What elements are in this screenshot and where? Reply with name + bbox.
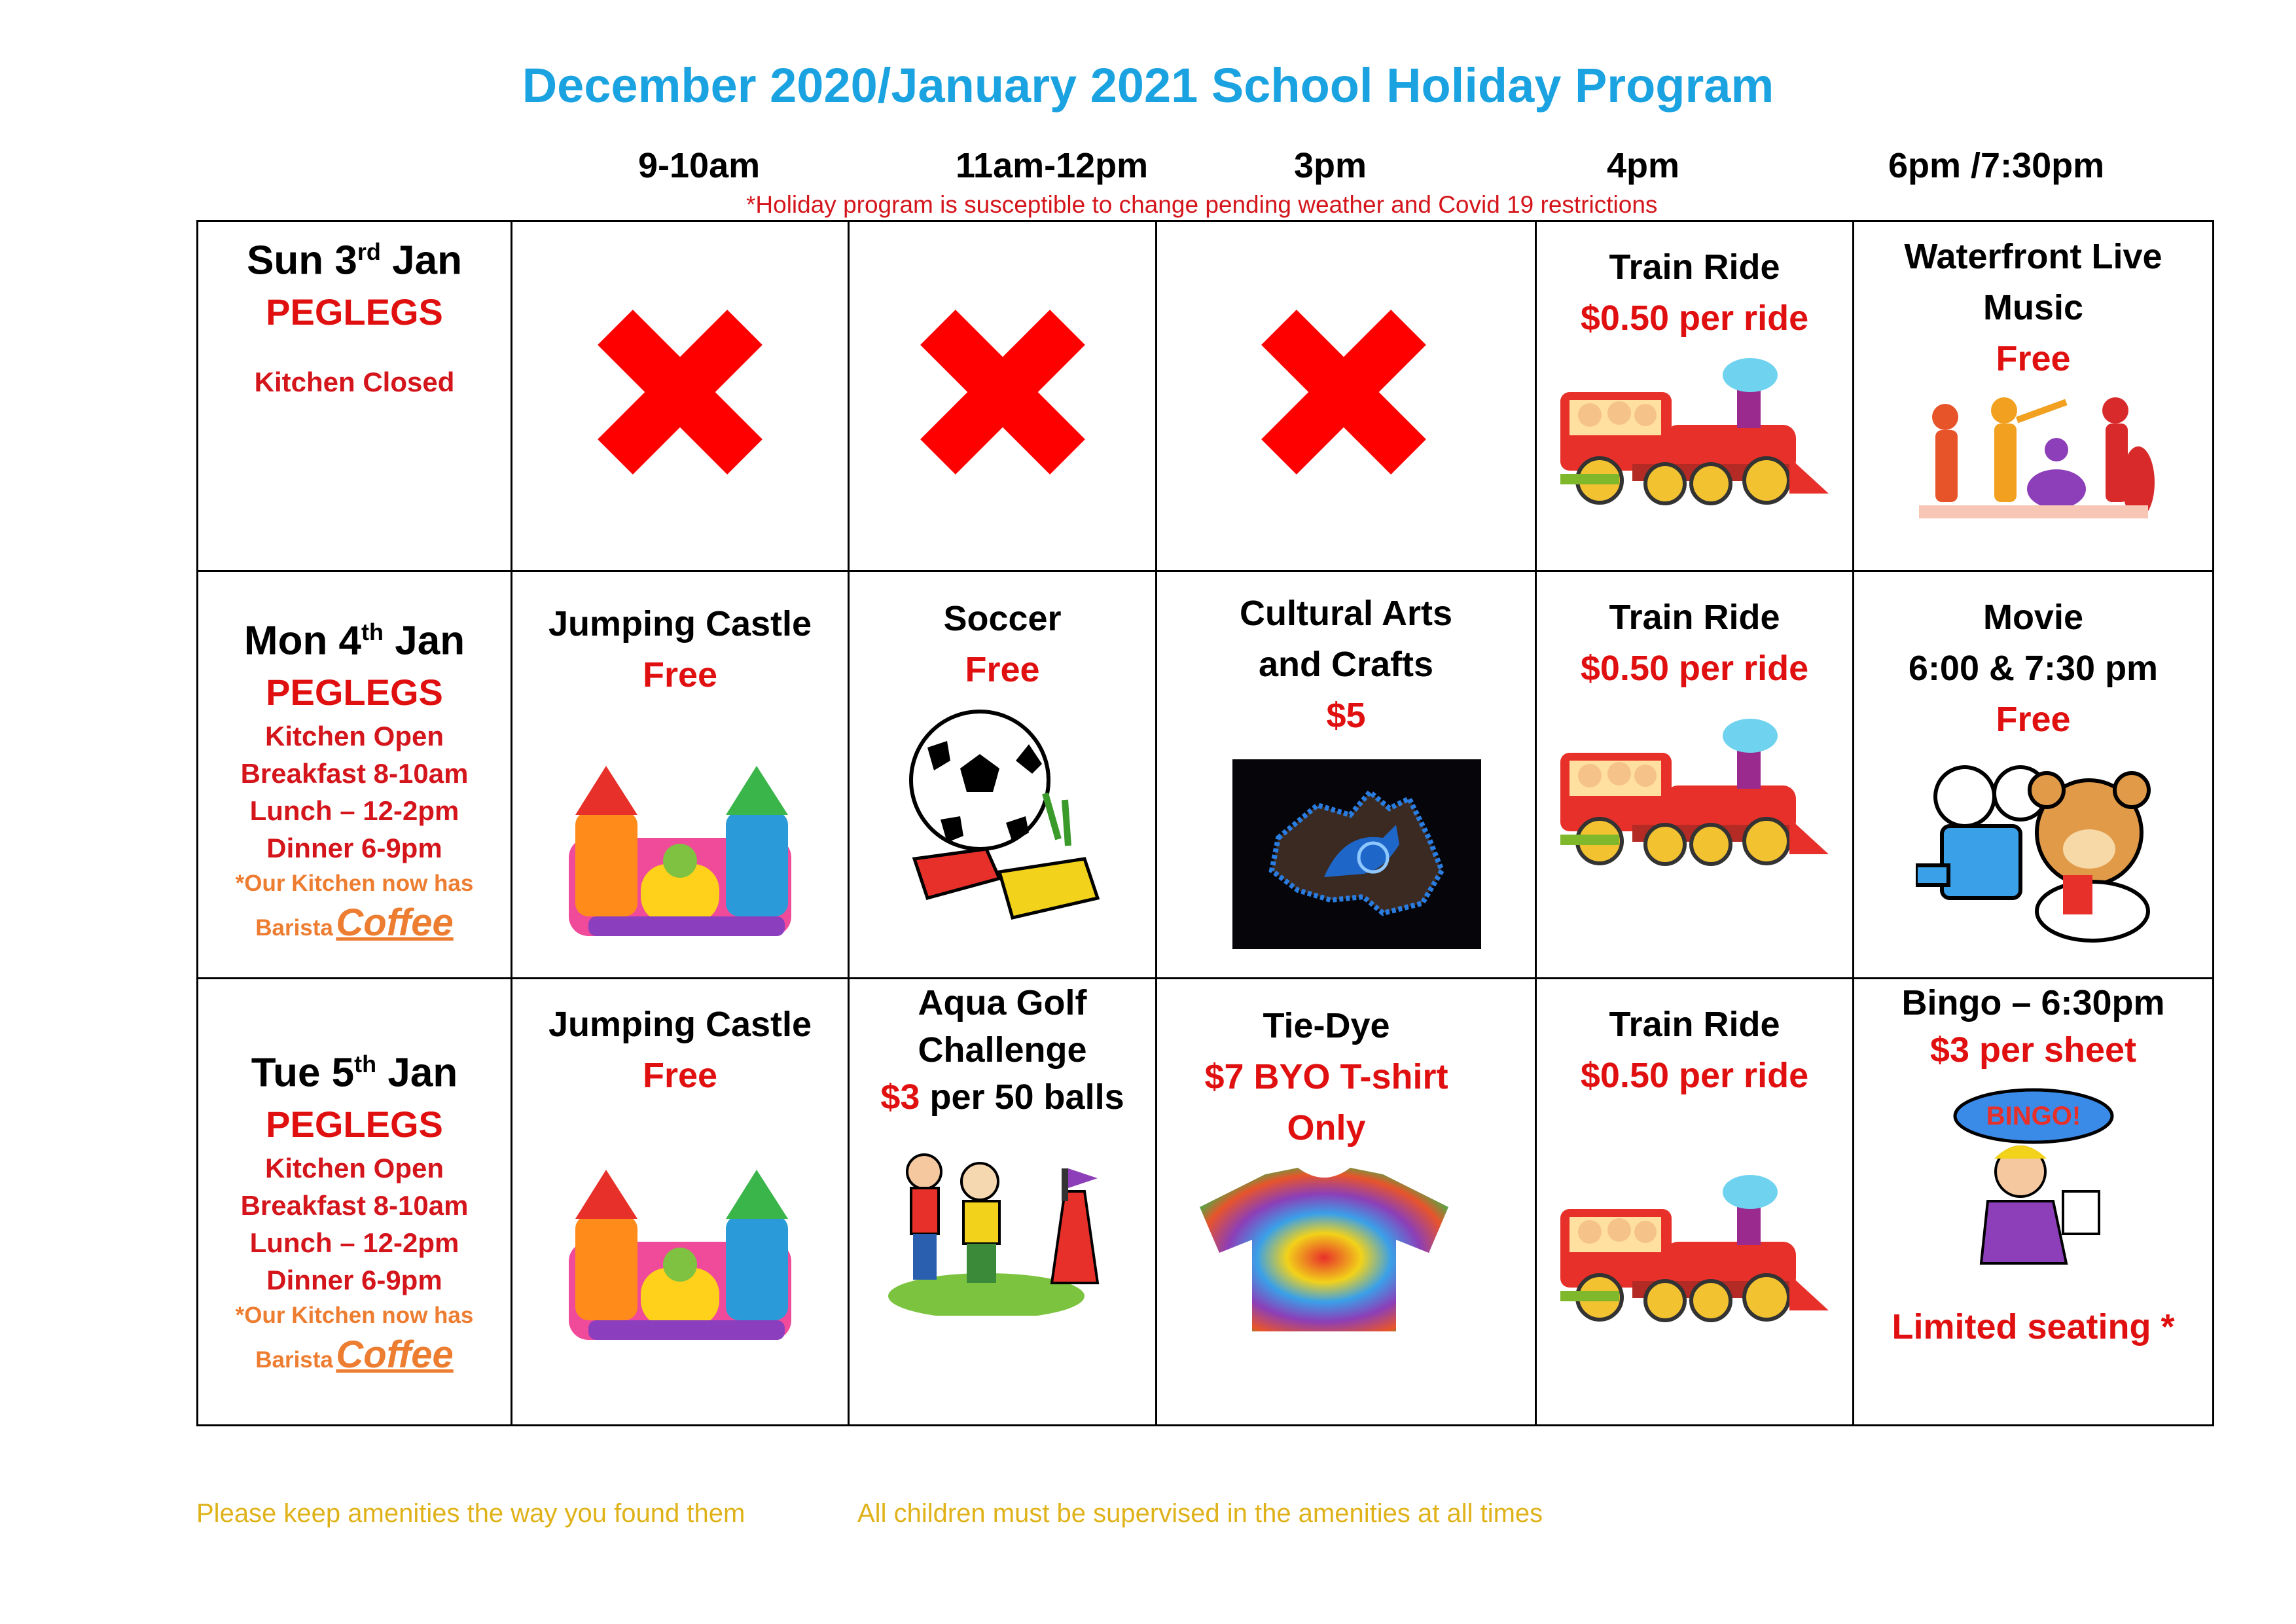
activity-title-line2: Challenge <box>918 1030 1087 1070</box>
slot-cell <box>1157 221 1536 571</box>
activity-price: $0.50 per ride <box>1580 649 1809 688</box>
slot-cell <box>1536 979 1854 1426</box>
red-cross-icon <box>582 294 778 490</box>
seating-note: Limited seating * <box>1892 1307 2175 1346</box>
svg-text:BINGO!: BINGO! <box>1986 1102 2081 1130</box>
activity-price: $3 per 50 balls <box>880 1077 1124 1117</box>
activity-title-line2: Music <box>1982 288 2084 327</box>
slot-cell <box>849 221 1157 571</box>
slot-cell <box>1854 979 2214 1426</box>
day-cell <box>198 221 512 571</box>
activity-price: $0.50 per ride <box>1580 298 1809 338</box>
kitchen-status: Kitchen Closed <box>254 366 455 397</box>
activity-title: Train Ride <box>1609 598 1780 637</box>
bingo-lady-icon <box>1948 1087 2119 1283</box>
slot-cell <box>1854 221 2214 571</box>
activity-price: $7 BYO T-shirt <box>1204 1057 1448 1096</box>
activity-title: Jumping Castle <box>548 604 812 643</box>
barista-note: *Our Kitchen now has <box>235 1302 474 1328</box>
venue-label: PEGLEGS <box>266 1103 443 1145</box>
time-header-9-10am: 9-10am <box>638 146 761 185</box>
jumping-castle-icon <box>549 1153 811 1350</box>
slot-cell <box>1854 571 2214 979</box>
page-title: December 2020/January 2021 School Holiday Program <box>522 58 1774 113</box>
day-row-tue <box>198 979 2214 1426</box>
day-cell <box>198 571 512 979</box>
activity-title: Train Ride <box>1609 247 1780 287</box>
lunch-hours: Lunch – 12-2pm <box>249 795 459 826</box>
day-row-sun <box>198 221 2214 571</box>
soccer-ball-icon <box>901 708 1104 931</box>
red-cross-icon <box>905 294 1101 490</box>
activity-price: Free <box>642 1056 718 1095</box>
slot-cell <box>849 979 1157 1426</box>
time-header-3pm: 3pm <box>1294 146 1367 185</box>
slot-cell <box>1536 221 1854 571</box>
slot-cell <box>512 221 849 571</box>
train-icon <box>1554 713 1835 877</box>
red-cross-icon <box>1246 294 1442 490</box>
day-label: Tue 5th Jan <box>251 1050 458 1096</box>
coffee-label: Coffee <box>336 901 454 944</box>
footer-amenities-note: Please keep amenities the way you found them <box>196 1499 745 1528</box>
australia-art-icon <box>1232 759 1481 949</box>
activity-title: Cultural Arts <box>1239 594 1453 633</box>
activity-title: Aqua Golf <box>918 983 1087 1022</box>
kitchen-status: Kitchen Open <box>264 1152 444 1183</box>
train-icon <box>1554 1166 1835 1337</box>
activity-title-line2: and Crafts <box>1258 645 1434 684</box>
activity-price: $0.50 per ride <box>1580 1056 1809 1095</box>
activity-title: Tie-Dye <box>1263 1006 1390 1045</box>
dinner-hours: Dinner 6-9pm <box>266 1264 442 1295</box>
time-header-6pm: 6pm /7:30pm <box>1888 146 2105 185</box>
tie-dye-shirt-icon <box>1200 1168 1448 1331</box>
slot-cell <box>1157 979 1536 1426</box>
slot-cell <box>512 571 849 979</box>
restriction-notice: *Holiday program is susceptible to change pending weather and Covid 19 restrictions <box>746 191 1658 218</box>
train-icon <box>1554 353 1835 516</box>
activity-time: 6:00 & 7:30 pm <box>1908 649 2159 688</box>
kitchen-status: Kitchen Open <box>264 720 444 751</box>
dinner-hours: Dinner 6-9pm <box>266 832 442 863</box>
slot-cell <box>1157 571 1536 979</box>
day-cell <box>198 979 512 1426</box>
barista-coffee: Barista Coffee <box>255 901 454 944</box>
activity-title: Jumping Castle <box>548 1005 812 1044</box>
activity-title: Soccer <box>943 599 1062 638</box>
barista-note: *Our Kitchen now has <box>235 870 474 896</box>
band-musicians-icon <box>1906 391 2161 541</box>
coffee-label: Coffee <box>336 1333 454 1376</box>
day-label: Sun 3rd Jan <box>247 238 462 283</box>
golfers-icon <box>888 1152 1117 1316</box>
breakfast-hours: Breakfast 8-10am <box>240 757 469 789</box>
venue-label: PEGLEGS <box>266 671 443 713</box>
breakfast-hours: Breakfast 8-10am <box>240 1189 469 1221</box>
activity-price: Free <box>965 650 1040 689</box>
slot-cell <box>849 571 1157 979</box>
activity-price: Free <box>642 655 718 695</box>
slot-cell <box>1536 571 1854 979</box>
activity-price: $3 per sheet <box>1929 1030 2137 1070</box>
day-row-mon <box>198 571 2214 979</box>
time-header-11am-12pm: 11am-12pm <box>956 146 1149 185</box>
activity-title: Waterfront Live <box>1904 237 2162 276</box>
venue-label: PEGLEGS <box>266 291 443 333</box>
bear-projector-icon <box>1916 761 2151 944</box>
activity-title: Bingo – 6:30pm <box>1901 983 2165 1022</box>
activity-title: Movie <box>1982 598 2084 637</box>
activity-price: $5 <box>1326 696 1366 735</box>
jumping-castle-icon <box>549 753 811 943</box>
activity-title: Train Ride <box>1609 1005 1780 1044</box>
activity-price: Free <box>1996 700 2071 739</box>
barista-coffee: Barista Coffee <box>255 1333 454 1376</box>
lunch-hours: Lunch – 12-2pm <box>249 1227 459 1258</box>
day-label: Mon 4th Jan <box>243 618 465 664</box>
slot-cell <box>512 979 849 1426</box>
time-header-4pm: 4pm <box>1607 146 1680 185</box>
program-table <box>196 220 2214 1426</box>
activity-price: Free <box>1996 339 2071 378</box>
activity-price-line2: Only <box>1287 1108 1366 1147</box>
footer-supervision-note: All children must be supervised in the amenities at all times <box>857 1499 1543 1528</box>
